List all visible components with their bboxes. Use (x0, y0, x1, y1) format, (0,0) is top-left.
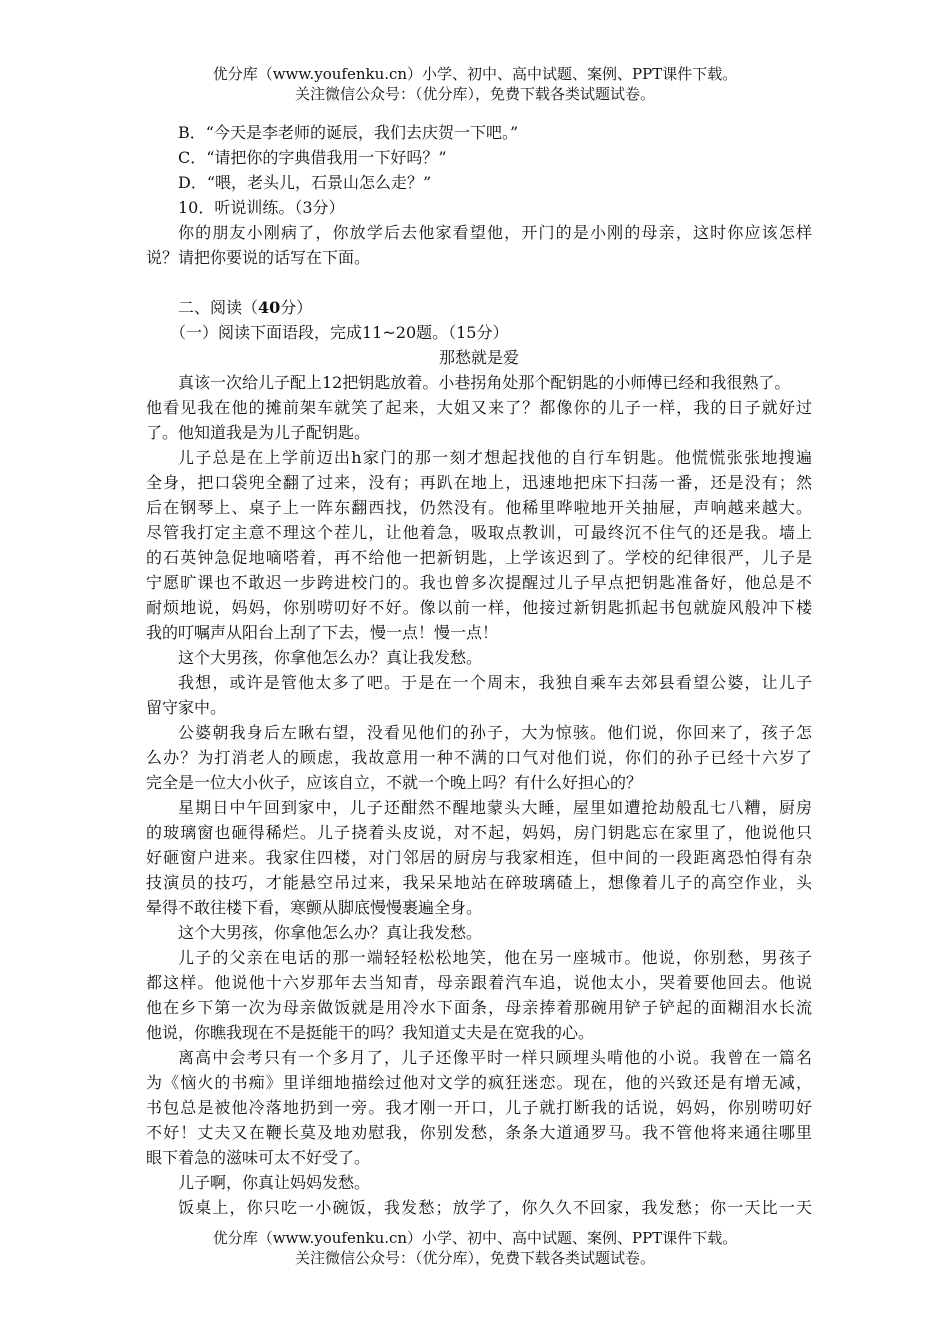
section-title-suffix: 分） (280, 298, 313, 317)
essay-line: 技演员的技巧，才能悬空吊过来，我呆呆地站在碎玻璃碴上，想像着儿子的高空作业，头 (146, 873, 812, 892)
essay-line: 的玻璃窗也砸得稀烂。儿子挠着头皮说，对不起，妈妈，房门钥匙忘在家里了，他说他只 (146, 823, 812, 842)
option-b: B．“今天是李老师的诞辰，我们去庆贺一下吧。” (178, 123, 519, 142)
question-10-title: 10．听说训练。（3分） (178, 198, 345, 217)
option-d: D．“喂，老头儿，石景山怎么走？” (178, 173, 432, 192)
essay-line: 后在钢琴上、桌子上一阵东翻西找，仍然没有。他稀里哗啦地开关抽屉，声响越来越大。 (146, 498, 812, 517)
option-c: C．“请把你的字典借我用一下好吗？” (178, 148, 447, 167)
footer-line-1: 优分库（www.youfenku.cn）小学、初中、高中试题、案例、PPT课件下载。 (212, 1229, 738, 1247)
question-10-text: 说？请把你要说的话写在下面。 (146, 248, 371, 267)
essay-line: 留守家中。 (146, 698, 227, 717)
essay-line: 眼下着急的滋味可太不好受了。 (146, 1148, 371, 1167)
essay-line: 我的叮嘱声从阳台上刮了下去，慢一点！慢一点！ (146, 623, 499, 642)
essay-line: 耐烦地说，妈妈，你别唠叨好不好。像以前一样，他接过新钥匙抓起书包就旋风般冲下楼 (146, 598, 812, 617)
question-10-text: 你的朋友小刚病了，你放学后去他家看望他，开门的是小刚的母亲，这时你应该怎样 (178, 223, 812, 242)
essay-line: 他说，你瞧我现在不是挺能干的吗？我知道丈夫是在宽我的心。 (146, 1023, 595, 1042)
essay-title: 那愁就是爱 (438, 348, 519, 367)
essay-line: 都这样。他说他十六岁那年去当知青，母亲跟着汽车追，说他太小，哭着要他回去。他说 (146, 973, 812, 992)
essay-line: 的石英钟急促地嘀嗒着，再不给他一把新钥匙，上学该迟到了。学校的纪律很严，儿子是 (146, 548, 812, 567)
page-header (0, 64, 950, 104)
essay-line: 离高中会考只有一个多月了，儿子还像平时一样只顾埋头啃他的小说。我曾在一篇名 (178, 1048, 812, 1067)
footer-line-2: 关注微信公众号：（优分库），免费下载各类试题试卷。 (294, 1249, 655, 1267)
essay-line: 全身，把口袋兜全翻了过来，没有；再趴在地上，迅速地把床下扫荡一番，还是没有；然 (146, 473, 812, 492)
essay-line: 好砸窗户进来。我家住四楼，对门邻居的厨房与我家相连，但中间的一段距离恐怕得有杂 (146, 848, 812, 867)
essay-line: 不好！丈夫又在鞭长莫及地劝慰我，你别发愁，条条大道通罗马。我不管他将来通往哪里 (146, 1123, 812, 1142)
essay-line: 了。他知道我是为儿子配钥匙。 (146, 423, 371, 442)
document-body (146, 120, 812, 1220)
essay-line: 儿子总是在上学前迈出h家门的那一刻才想起找他的自行车钥匙。他慌慌张张地搜遍 (178, 448, 812, 467)
essay-line: 饭桌上，你只吃一小碗饭，我发愁；放学了，你久久不回家，我发愁；你一天比一天 (178, 1198, 812, 1217)
essay-line: 真该一次给儿子配上12把钥匙放着。小巷拐角处那个配钥匙的小师傅已经和我很熟了。 (178, 373, 791, 392)
essay-line: 么办？为打消老人的顾虑，我故意用一种不满的口气对他们说，你们的孙子已经十六岁了 (146, 748, 812, 767)
page-footer (0, 1228, 950, 1268)
essay-line: 儿子的父亲在电话的那一端轻轻松松地笑，他在另一座城市。他说，你别愁，男孩子 (178, 948, 812, 967)
section-title-prefix: 二、阅读（ (178, 298, 259, 317)
section-title (146, 295, 812, 320)
essay-line: 公婆朝我身后左瞅右望，没看见他们的孙子，大为惊骇。他们说，你回来了，孩子怎 (178, 723, 812, 742)
section-score: 40 (258, 298, 281, 317)
essay-line: 我想，或许是管他太多了吧。于是在一个周末，我独自乘车去郊县看望公婆，让儿子 (178, 673, 812, 692)
spacer (146, 270, 812, 295)
header-line-2: 关注微信公众号：（优分库），免费下载各类试题试卷。 (294, 85, 655, 103)
essay-line: 这个大男孩，你拿他怎么办？真让我发愁。 (178, 923, 483, 942)
essay-line: 书包总是被他冷落地扔到一旁。我才刚一开口，儿子就打断我的话说，妈妈，你别唠叨好 (146, 1098, 812, 1117)
header-line-1: 优分库（www.youfenku.cn）小学、初中、高中试题、案例、PPT课件下载。 (212, 65, 738, 83)
essay-line: 星期日中午回到家中，儿子还酣然不醒地蒙头大睡，屋里如遭抢劫般乱七八糟，厨房 (178, 798, 812, 817)
essay-line: 儿子啊，你真让妈妈发愁。 (178, 1173, 371, 1192)
essay-line: 他在乡下第一次为母亲做饭就是用冷水下面条，母亲捧着那碗用铲子铲起的面糊泪水长流 (146, 998, 812, 1017)
essay-line: 宁愿旷课也不敢迟一步跨进校门的。我也曾多次提醒过儿子早点把钥匙准备好，他总是不 (146, 573, 812, 592)
essay-text (146, 370, 812, 1220)
essay-line: 他看见我在他的摊前架车就笑了起来，大姐又来了？都像你的儿子一样，我的日子就好过 (146, 398, 812, 417)
essay-line: 晕得不敢往楼下看，寒颤从脚底慢慢裹遍全身。 (146, 898, 483, 917)
essay-line: 这个大男孩，你拿他怎么办？真让我发愁。 (178, 648, 483, 667)
essay-line: 为《恼火的书痴》里详细地描绘过他对文学的疯狂迷恋。现在，他的兴致还是有增无减， (146, 1073, 812, 1092)
essay-line: 尽管我打定主意不理这个茬儿，让他着急，吸取点教训，可最终沉不住气的还是我。墙上 (146, 523, 812, 542)
sub-section-title: （一）阅读下面语段，完成11~20题。（15分） (170, 323, 509, 342)
essay-line: 完全是一位大小伙子，应该自立，不就一个晚上吗？有什么好担心的？ (146, 773, 643, 792)
